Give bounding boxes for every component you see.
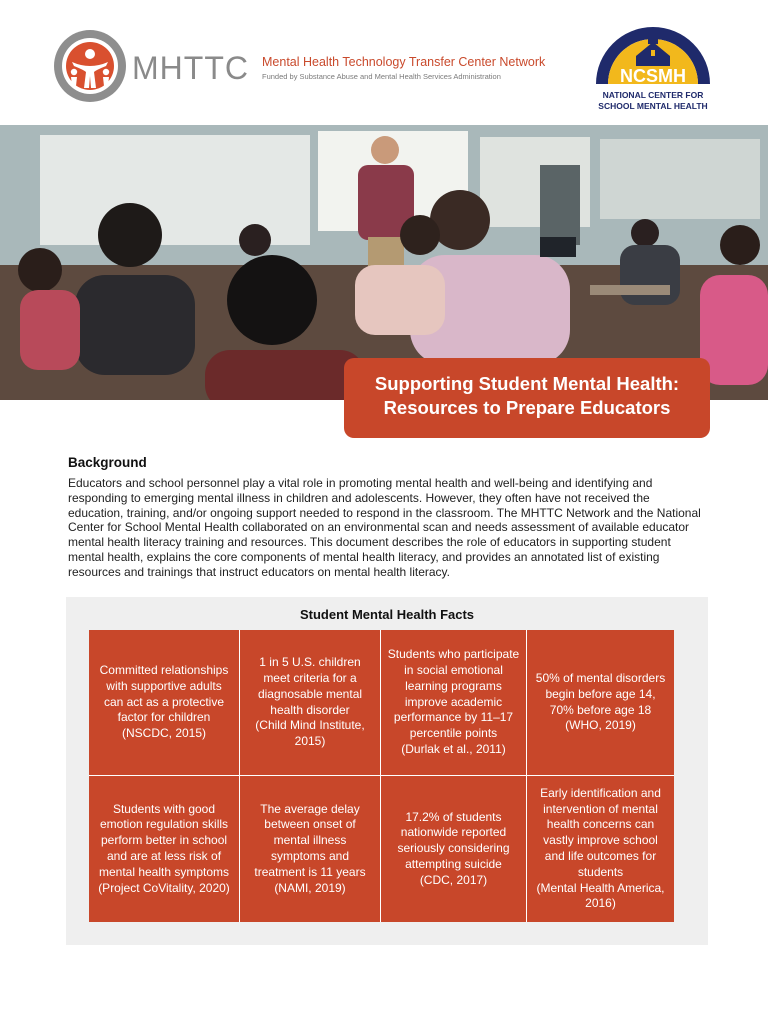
fact-text: 17.2% of students nationwide reported seriously considering attempting suicide bbox=[397, 809, 510, 871]
fact-text: 50% of mental disorders begin before age 14, 70% before age 18 bbox=[535, 670, 666, 717]
fact-source: (Mental Health America, 2016) bbox=[536, 880, 665, 911]
fact-text: Committed relationships with supportive adults can act as a protective factor for children bbox=[99, 663, 229, 725]
fact-card bbox=[381, 776, 527, 922]
fact-card bbox=[381, 630, 527, 776]
fact-card bbox=[89, 630, 240, 776]
facts-title: Student Mental Health Facts bbox=[299, 607, 475, 622]
facts-grid bbox=[89, 630, 674, 922]
fact-card bbox=[527, 630, 674, 776]
mhttc-wordmark: MHTTC bbox=[132, 50, 249, 86]
ncsmh-line-2: SCHOOL MENTAL HEALTH bbox=[598, 101, 708, 111]
page-header bbox=[0, 0, 768, 125]
title-line-1: Supporting Student Mental Health: bbox=[374, 373, 680, 394]
background-heading: Background bbox=[68, 455, 147, 470]
title-line-2: Resources to Prepare Educators bbox=[383, 397, 671, 418]
fact-card bbox=[240, 776, 381, 922]
fact-card bbox=[240, 630, 381, 776]
fact-card bbox=[527, 776, 674, 922]
fact-source: (Durlak et al., 2011) bbox=[401, 741, 506, 756]
facts-panel bbox=[66, 597, 708, 945]
fact-source: (NAMI, 2019) bbox=[274, 880, 346, 895]
fact-card bbox=[89, 776, 240, 922]
ncsmh-logo-icon bbox=[588, 22, 718, 114]
mhttc-funded-by: Funded by Substance Abuse and Mental Health Services Administration bbox=[262, 72, 501, 81]
fact-source: (CDC, 2017) bbox=[419, 872, 488, 887]
mhttc-network-name: Mental Health Technology Transfer Center Network bbox=[262, 55, 546, 69]
document-title-box bbox=[344, 358, 710, 438]
fact-text: Students who participate in social emotional learning programs improve academic performance by 11–17 percentile points bbox=[387, 647, 520, 741]
mhttc-logo-icon bbox=[52, 28, 128, 104]
ncsmh-line-1: NATIONAL CENTER FOR bbox=[602, 90, 704, 100]
ncsmh-wordmark: NCSMH bbox=[620, 66, 686, 86]
fact-text: 1 in 5 U.S. children meet criteria for a diagnosable mental health disorder bbox=[257, 655, 363, 717]
fact-source: (WHO, 2019) bbox=[565, 718, 636, 733]
fact-source: (NSCDC, 2015) bbox=[121, 726, 207, 741]
fact-text: Early identification and intervention of mental health concerns can vastly improve school and life outcomes for students bbox=[540, 785, 661, 879]
fact-source: (Child Mind Institute, 2015) bbox=[255, 718, 365, 749]
fact-source: (Project CoVitality, 2020) bbox=[98, 880, 230, 895]
fact-text: Students with good emotion regulation skills perform better in school and are at less risk of mental health symptoms bbox=[98, 801, 230, 879]
fact-text: The average delay between onset of mental illness symptoms and treatment is 11 years bbox=[254, 801, 366, 879]
background-paragraph: Educators and school personnel play a vital role in promoting mental health and well-being and identifying and responding to emerging mental illness in children and adolescents. However, they often have not received the education, training, and/or ongoing support needed to respond in the classroom. The MHTTC Network and the National Center for School Mental Health collaborated on an environmental scan and needs assessment of available educator mental health literacy training and resources. This document describes the role of educators in supporting student mental health, explains the core components of mental health literacy, and provides an annotated list of existing resources and trainings that instruct educators on mental health literacy. bbox=[68, 476, 701, 579]
